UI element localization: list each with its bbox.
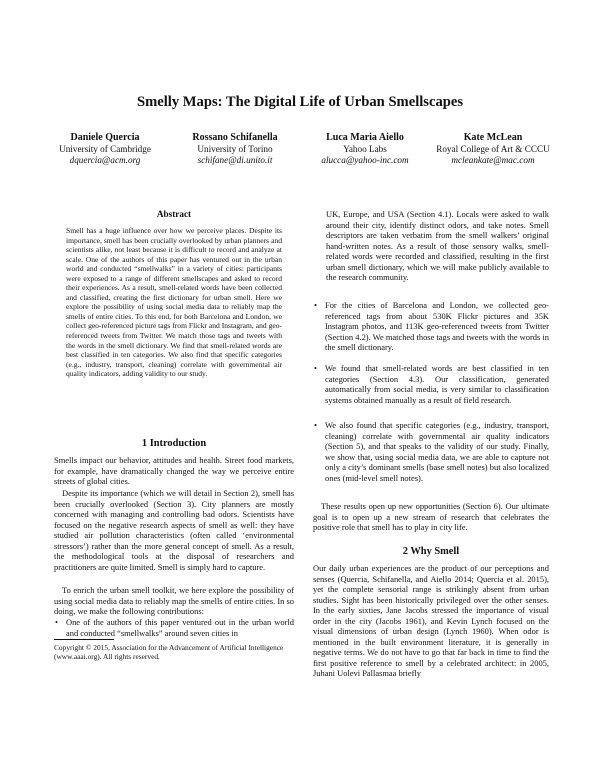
contribution-bullet-3	[313, 363, 549, 405]
intro-paragraph-1: Smells impact our behavior, attitudes and health. Street food markets, for example, have dramatically changed the way we perceive entire streets of global cities.	[54, 455, 294, 486]
bullet-text: We found that smell-related words are best classified in ten categories (Section 4.3). Our classification, generated automatically from social media, is very similar to classification systems obtained manually as a result of field research.	[325, 363, 549, 405]
contribution-bullet-2	[313, 300, 549, 353]
bullet-icon: •	[314, 300, 317, 310]
author-name: Rossano Schifanella	[192, 132, 278, 143]
author-affiliation: Yahoo Labs	[343, 143, 387, 154]
bullet-icon: •	[55, 617, 58, 627]
author-block	[300, 132, 430, 167]
bullet-text: For the cities of Barcelona and London, we collected geo-referenced tags from about 530K Flickr pictures and 35K Instagram photos, and 113K geo-referenced tweets from Twitter (Section 4.2). We matched those tags and tweets with the words in the smell dictionary.	[325, 300, 549, 352]
author-name: Kate McLean	[463, 132, 523, 143]
intro-paragraph-3: To enrich the urban smell toolkit, we here explore the possibility of using social media data to reliably map the smells of entire cities. In so doing, we make the following contributions:	[54, 585, 294, 616]
bullet-1-continuation: UK, Europe, and USA (Section 4.1). Locals were asked to walk around their city, identify distinct odors, and take notes. Smell descriptors are taken verbatim from the smell walkers’ original hand-written notes. As a result of those sensory walks, smell-related words were recorded and classified, resulting in the first urban smell dictionary, which we will make publicly available to the research community.	[326, 209, 549, 282]
author-email: schifane@di.unito.it	[197, 155, 273, 166]
results-paragraph: These results open up new opportunities (Section 6). Our ultimate goal is to open up a new stream of research that celebrates the positive role that smell has to play in city life.	[313, 501, 549, 532]
bullet-text: We also found that specific categories (e.g., industry, transport, cleaning) correlate with governmental air quality indicators (Section 5), and that speaks to the validity of our study. Finally, we show that, using social media data, we are able to capture not only a city’s dominant smells (base smell notes) but also localized ones (mid-level smell notes).	[325, 420, 549, 483]
contribution-bullet-1	[54, 617, 294, 638]
intro-paragraph-2: Despite its importance (which we will detail in Section 2), smell has been crucially overlooked (Section 3). City planners are mostly concerned with managing and controlling bad odors. Scientists have focused on the negative research aspects of smell as well: they have studied air pollution characteristics (often called ‘environmental stressors’) rather than the more general concept of smell. As a result, the methodological tools at the disposal of researchers and practitioners are quite limited. Smell is simply hard to capture.	[54, 488, 294, 572]
author-name: Daniele Quercia	[70, 132, 140, 143]
author-block	[418, 132, 568, 167]
section-heading-why-smell: 2 Why Smell	[402, 546, 460, 557]
author-email: dquercia@acm.org	[69, 155, 141, 166]
abstract-text: Smell has a huge influence over how we perceive places. Despite its importance, smell has been crucially overlooked by urban planners and scientists alike, not least because it is difficult to record and analyze at scale. One of the authors of this paper has ventured out in the urban world and conducted “smellwalks” in a variety of cities: participants were exposed to a range of different smellscapes and asked to record their experiences. As a result, smell-related words have been collected and classified, creating the first dictionary for urban smell. Here we explore the possibility of using social media data to reliably map the smells of entire cities. To this end, for both Barcelona and London, we collect geo-referenced picture tags from Flickr and Instagram, and geo-referenced tweets from Twitter. We match those tags and tweets with the words in the smell dictionary. We find that smell-related words are best classified in ten categories. We also find that specific categories (e.g., industry, transport, cleaning) correlate with governmental air quality indicators, adding validity to our study.	[66, 226, 282, 379]
author-block	[170, 132, 300, 167]
author-affiliation: Royal College of Art & CCCU	[436, 143, 550, 154]
author-name: Luca Maria Aiello	[326, 132, 404, 143]
bullet-icon: •	[314, 420, 317, 430]
contribution-bullet-4	[313, 420, 549, 483]
author-affiliation: University of Cambridge	[59, 143, 151, 154]
footnote-rule	[54, 639, 114, 640]
bullet-icon: •	[314, 363, 317, 373]
author-email: alucca@yahoo-inc.com	[321, 155, 409, 166]
bullet-text: One of the authors of this paper ventured out in the urban world and conducted “smellwalks” around seven cities in	[66, 617, 294, 638]
paper-title: Smelly Maps: The Digital Life of Urban Smellscapes	[136, 94, 464, 110]
author-block	[40, 132, 170, 167]
copyright-notice: Copyright © 2015, Association for the Advancement of Artificial Intelligence (www.aaai.org). All rights reserved.	[54, 643, 284, 662]
author-affiliation: University of Torino	[197, 143, 273, 154]
author-email: mcleankate@mac.com	[451, 155, 535, 166]
abstract-heading: Abstract	[156, 209, 192, 219]
why-smell-paragraph-1: Our daily urban experiences are the product of our perceptions and senses (Quercia, Schifanella, and Aiello 2014; Quercia et al. 2015), yet the complete sensorial range is strikingly absent from urban studies. Sight has been historically privileged over the other senses. In the early sixties, Jane Jacobs stressed the importance of visual order in the city (Jacobs 1961), and Kevin Lynch focused on the visual dimensions of urban design (Lynch 1960). When odor is mentioned in the built environment literature, it is generally in negative terms. We do not have to go that far back in time to find the first positive reference to smell by a celebrated architect: in 2005, Juhani Uolevi Pallasmaa briefly	[313, 563, 549, 678]
section-heading-introduction: 1 Introduction	[141, 438, 207, 449]
